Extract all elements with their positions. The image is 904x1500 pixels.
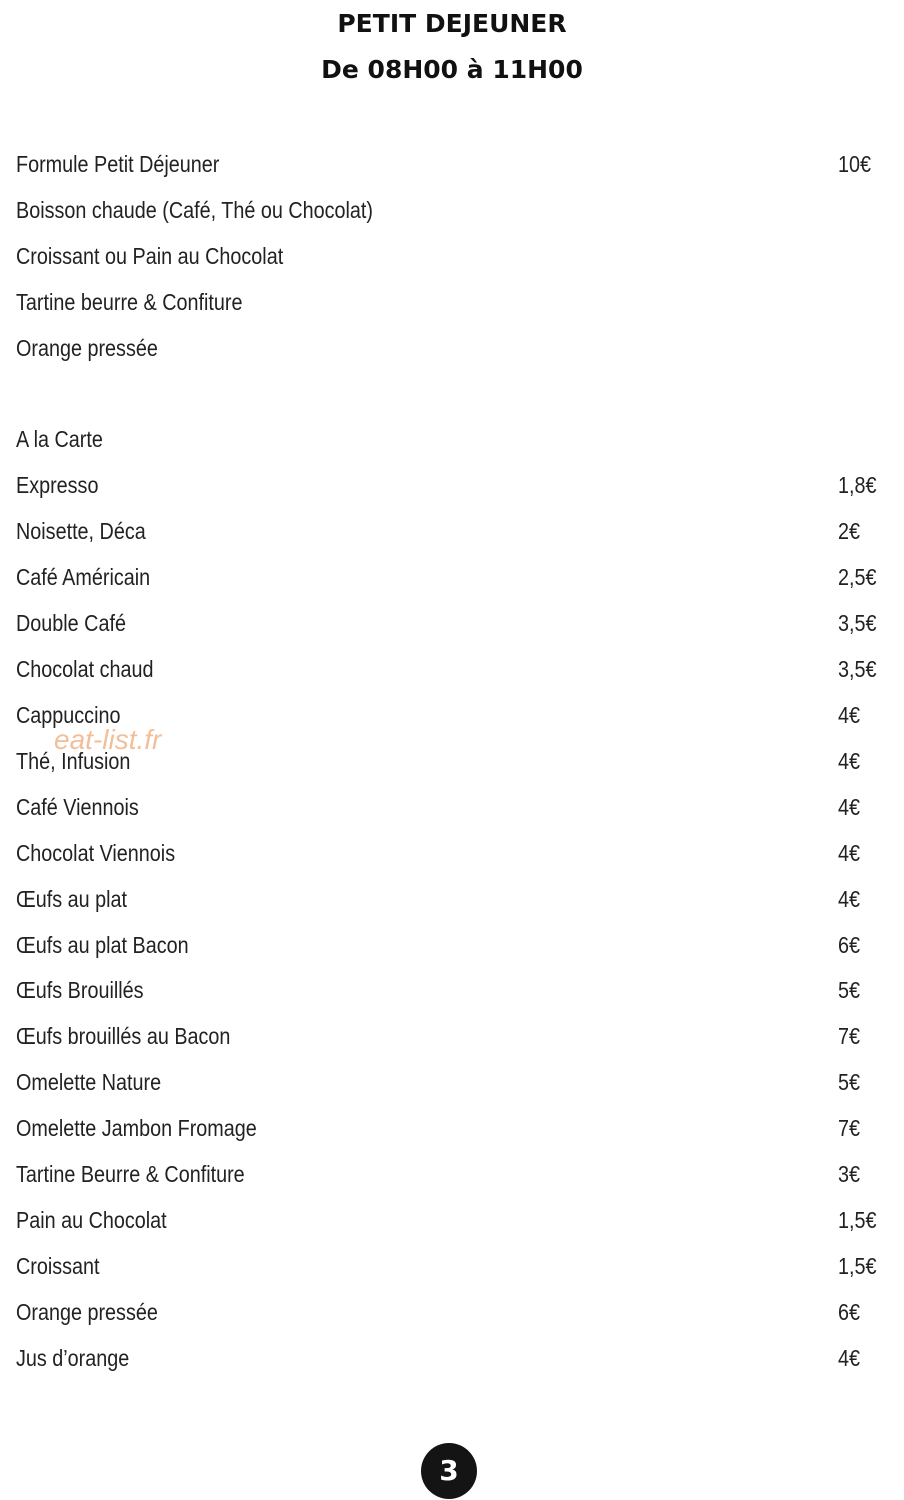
menu-item-label: Croissant <box>16 1253 100 1279</box>
menu-item-price: 4€ <box>838 1345 861 1371</box>
formule-item <box>16 238 896 274</box>
menu-item <box>16 881 896 917</box>
menu-item-price: 4€ <box>838 748 861 774</box>
menu-item-price: 2€ <box>838 518 861 544</box>
menu-item-label: Café Américain <box>16 564 151 590</box>
menu-item-label: Œufs Brouillés <box>16 977 144 1003</box>
menu-item-price: 1,5€ <box>838 1253 877 1279</box>
menu-item <box>16 1064 896 1100</box>
menu-item-label: Expresso <box>16 472 99 498</box>
menu-item <box>16 513 896 549</box>
menu-item-price: 7€ <box>838 1115 861 1141</box>
menu-item-price: 3€ <box>838 1161 861 1187</box>
menu-item-label: Double Café <box>16 610 126 636</box>
menu-item-label: Omelette Nature <box>16 1069 162 1095</box>
carte-title-row <box>16 421 896 457</box>
menu-item-label: Cappuccino <box>16 702 121 728</box>
menu-item-price: 6€ <box>838 1299 861 1325</box>
menu-item-price: 3,5€ <box>838 656 877 682</box>
menu-item-price: 1,5€ <box>838 1207 877 1233</box>
menu-item-price: 4€ <box>838 886 861 912</box>
formule-item-label: Orange pressée <box>16 335 158 361</box>
formule-price: 10€ <box>838 151 872 177</box>
menu-item-price: 3,5€ <box>838 610 877 636</box>
menu-item-price: 4€ <box>838 840 861 866</box>
menu-item <box>16 835 896 871</box>
menu-item <box>16 651 896 687</box>
carte-title: A la Carte <box>16 426 103 452</box>
menu-item <box>16 972 896 1008</box>
menu-item-label: Œufs brouillés au Bacon <box>16 1023 231 1049</box>
page-title: PETIT DEJEUNER <box>337 9 567 38</box>
menu-item <box>16 1340 896 1376</box>
formule-item <box>16 330 896 366</box>
formule-item-label: Croissant ou Pain au Chocolat <box>16 243 284 269</box>
menu-item <box>16 467 896 503</box>
menu-item-label: Omelette Jambon Fromage <box>16 1115 257 1141</box>
menu-item <box>16 1110 896 1146</box>
formule-item <box>16 284 896 320</box>
formule-title-row <box>16 146 896 182</box>
menu-item-label: Œufs au plat <box>16 886 128 912</box>
menu-item-price: 1,8€ <box>838 472 877 498</box>
menu-item <box>16 1018 896 1054</box>
menu-item-label: Noisette, Déca <box>16 518 146 544</box>
menu-item <box>16 927 896 963</box>
menu-item-price: 2,5€ <box>838 564 877 590</box>
menu-item <box>16 605 896 641</box>
menu-item-label: Café Viennois <box>16 794 139 820</box>
menu-item-label: Chocolat chaud <box>16 656 154 682</box>
menu-item-label: Thé, Infusion <box>16 748 131 774</box>
menu-item-price: 5€ <box>838 977 861 1003</box>
menu-item-price: 7€ <box>838 1023 861 1049</box>
menu-item-label: Orange pressée <box>16 1299 158 1325</box>
formule-item <box>16 192 896 228</box>
page-number-badge: 3 <box>421 1443 477 1499</box>
menu-item <box>16 559 896 595</box>
formule-title: Formule Petit Déjeuner <box>16 151 220 177</box>
menu-item-label: Chocolat Viennois <box>16 840 176 866</box>
menu-item-price: 4€ <box>838 794 861 820</box>
formule-item-label: Tartine beurre & Confiture <box>16 289 243 315</box>
service-hours: De 08H00 à 11H00 <box>321 55 583 84</box>
menu-item-label: Tartine Beurre & Confiture <box>16 1161 245 1187</box>
menu-item <box>16 1202 896 1238</box>
menu-item <box>16 789 896 825</box>
menu-item-label: Pain au Chocolat <box>16 1207 167 1233</box>
menu-item <box>16 1248 896 1284</box>
formule-item-label: Boisson chaude (Café, Thé ou Chocolat) <box>16 197 373 223</box>
menu-item <box>16 1156 896 1192</box>
menu-item-label: Œufs au plat Bacon <box>16 932 189 958</box>
menu-item-price: 6€ <box>838 932 861 958</box>
watermark: eat-list.fr <box>54 724 162 755</box>
menu-item-price: 5€ <box>838 1069 861 1095</box>
menu-item <box>16 1294 896 1330</box>
menu-item-label: Jus d’orange <box>16 1345 130 1371</box>
menu-item-price: 4€ <box>838 702 861 728</box>
